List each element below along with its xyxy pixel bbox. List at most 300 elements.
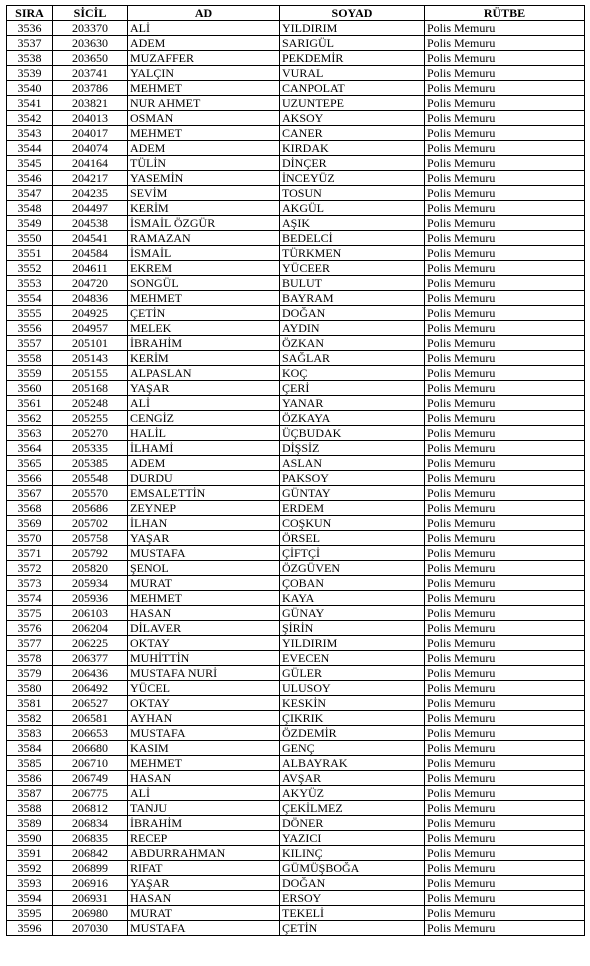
- cell-sira: 3586: [7, 771, 53, 786]
- cell-ad: SEVİM: [128, 186, 280, 201]
- cell-soyad: DİNÇER: [280, 156, 425, 171]
- cell-sira: 3556: [7, 321, 53, 336]
- cell-soyad: COŞKUN: [280, 516, 425, 531]
- cell-soyad: DOĞAN: [280, 306, 425, 321]
- cell-ad: MEHMET: [128, 126, 280, 141]
- cell-sicil: 206835: [53, 831, 128, 846]
- cell-soyad: AKYÜZ: [280, 786, 425, 801]
- cell-sicil: 205168: [53, 381, 128, 396]
- table-row: [7, 576, 585, 591]
- cell-sira: 3574: [7, 591, 53, 606]
- cell-ad: MUZAFFER: [128, 51, 280, 66]
- cell-rutbe: Polis Memuru: [425, 531, 585, 546]
- cell-sira: 3560: [7, 381, 53, 396]
- cell-ad: MEHMET: [128, 756, 280, 771]
- cell-soyad: ÇİFTÇİ: [280, 546, 425, 561]
- cell-sira: 3589: [7, 816, 53, 831]
- cell-ad: MEHMET: [128, 81, 280, 96]
- cell-sira: 3573: [7, 576, 53, 591]
- cell-ad: İLHAMİ: [128, 441, 280, 456]
- cell-rutbe: Polis Memuru: [425, 711, 585, 726]
- cell-rutbe: Polis Memuru: [425, 276, 585, 291]
- cell-sira: 3568: [7, 501, 53, 516]
- cell-soyad: ÜÇBUDAK: [280, 426, 425, 441]
- cell-sira: 3595: [7, 906, 53, 921]
- cell-sicil: 206680: [53, 741, 128, 756]
- cell-soyad: ÇETİN: [280, 921, 425, 936]
- cell-soyad: CANPOLAT: [280, 81, 425, 96]
- cell-rutbe: Polis Memuru: [425, 261, 585, 276]
- cell-sira: 3585: [7, 756, 53, 771]
- table-row: [7, 126, 585, 141]
- cell-rutbe: Polis Memuru: [425, 156, 585, 171]
- cell-soyad: KOÇ: [280, 366, 425, 381]
- table-row: [7, 891, 585, 906]
- cell-sira: 3570: [7, 531, 53, 546]
- cell-sicil: 205792: [53, 546, 128, 561]
- table-row: [7, 606, 585, 621]
- table-row: [7, 771, 585, 786]
- cell-soyad: BAYRAM: [280, 291, 425, 306]
- table-row: [7, 501, 585, 516]
- table-row: [7, 741, 585, 756]
- cell-sira: 3547: [7, 186, 53, 201]
- table-row: [7, 651, 585, 666]
- cell-rutbe: Polis Memuru: [425, 816, 585, 831]
- cell-sira: 3565: [7, 456, 53, 471]
- cell-sicil: 206916: [53, 876, 128, 891]
- cell-ad: YALÇIN: [128, 66, 280, 81]
- cell-sira: 3594: [7, 891, 53, 906]
- cell-soyad: KILINÇ: [280, 846, 425, 861]
- cell-rutbe: Polis Memuru: [425, 81, 585, 96]
- cell-sicil: 206749: [53, 771, 128, 786]
- cell-sicil: 204611: [53, 261, 128, 276]
- cell-soyad: ASLAN: [280, 456, 425, 471]
- cell-sicil: 203630: [53, 36, 128, 51]
- cell-ad: MUSTAFA: [128, 546, 280, 561]
- cell-rutbe: Polis Memuru: [425, 666, 585, 681]
- cell-sira: 3544: [7, 141, 53, 156]
- table-row: [7, 516, 585, 531]
- table-row: [7, 441, 585, 456]
- cell-rutbe: Polis Memuru: [425, 456, 585, 471]
- cell-sira: 3541: [7, 96, 53, 111]
- cell-rutbe: Polis Memuru: [425, 606, 585, 621]
- cell-soyad: DİŞSİZ: [280, 441, 425, 456]
- cell-rutbe: Polis Memuru: [425, 831, 585, 846]
- cell-soyad: KIRDAK: [280, 141, 425, 156]
- cell-ad: KASIM: [128, 741, 280, 756]
- cell-sicil: 205820: [53, 561, 128, 576]
- cell-soyad: YÜCEER: [280, 261, 425, 276]
- cell-sira: 3575: [7, 606, 53, 621]
- cell-soyad: ALBAYRAK: [280, 756, 425, 771]
- cell-ad: MEHMET: [128, 591, 280, 606]
- cell-sira: 3587: [7, 786, 53, 801]
- cell-ad: TÜLİN: [128, 156, 280, 171]
- cell-rutbe: Polis Memuru: [425, 876, 585, 891]
- header-sicil: SİCİL: [53, 6, 128, 21]
- cell-rutbe: Polis Memuru: [425, 51, 585, 66]
- cell-sira: 3549: [7, 216, 53, 231]
- table-row: [7, 366, 585, 381]
- cell-soyad: GENÇ: [280, 741, 425, 756]
- cell-rutbe: Polis Memuru: [425, 291, 585, 306]
- cell-ad: MUSTAFA: [128, 921, 280, 936]
- cell-rutbe: Polis Memuru: [425, 591, 585, 606]
- table-row: [7, 816, 585, 831]
- table-row: [7, 906, 585, 921]
- cell-rutbe: Polis Memuru: [425, 801, 585, 816]
- cell-rutbe: Polis Memuru: [425, 201, 585, 216]
- cell-soyad: TEKELİ: [280, 906, 425, 921]
- cell-sira: 3588: [7, 801, 53, 816]
- cell-soyad: SAĞLAR: [280, 351, 425, 366]
- cell-sira: 3557: [7, 336, 53, 351]
- cell-soyad: GÜMÜŞBOĞA: [280, 861, 425, 876]
- cell-soyad: SARIGÜL: [280, 36, 425, 51]
- cell-rutbe: Polis Memuru: [425, 426, 585, 441]
- cell-sicil: 205548: [53, 471, 128, 486]
- cell-ad: YASEMİN: [128, 171, 280, 186]
- cell-soyad: İNCEYÜZ: [280, 171, 425, 186]
- cell-sira: 3553: [7, 276, 53, 291]
- table-row: [7, 231, 585, 246]
- cell-ad: ADEM: [128, 141, 280, 156]
- cell-rutbe: Polis Memuru: [425, 546, 585, 561]
- table-row: [7, 756, 585, 771]
- cell-sira: 3552: [7, 261, 53, 276]
- cell-rutbe: Polis Memuru: [425, 696, 585, 711]
- cell-sicil: 206834: [53, 816, 128, 831]
- header-sira: SIRA: [7, 6, 53, 21]
- table-row: [7, 96, 585, 111]
- table-row: [7, 681, 585, 696]
- cell-soyad: ÇIKRIK: [280, 711, 425, 726]
- cell-rutbe: Polis Memuru: [425, 36, 585, 51]
- cell-soyad: AVŞAR: [280, 771, 425, 786]
- cell-sira: 3562: [7, 411, 53, 426]
- cell-soyad: AYDIN: [280, 321, 425, 336]
- cell-rutbe: Polis Memuru: [425, 306, 585, 321]
- cell-rutbe: Polis Memuru: [425, 861, 585, 876]
- cell-rutbe: Polis Memuru: [425, 411, 585, 426]
- cell-ad: MUSTAFA NURİ: [128, 666, 280, 681]
- cell-rutbe: Polis Memuru: [425, 21, 585, 36]
- cell-ad: HASAN: [128, 891, 280, 906]
- header-soyad: SOYAD: [280, 6, 425, 21]
- cell-soyad: ÇOBAN: [280, 576, 425, 591]
- cell-soyad: DÖNER: [280, 816, 425, 831]
- cell-soyad: KAYA: [280, 591, 425, 606]
- cell-soyad: GÜNAY: [280, 606, 425, 621]
- cell-soyad: ÇEKİLMEZ: [280, 801, 425, 816]
- cell-sicil: 205270: [53, 426, 128, 441]
- cell-soyad: EVECEN: [280, 651, 425, 666]
- cell-ad: HASAN: [128, 771, 280, 786]
- cell-sira: 3567: [7, 486, 53, 501]
- cell-sira: 3545: [7, 156, 53, 171]
- table-row: [7, 846, 585, 861]
- cell-soyad: PAKSOY: [280, 471, 425, 486]
- cell-sicil: 203821: [53, 96, 128, 111]
- cell-ad: ŞENOL: [128, 561, 280, 576]
- cell-ad: YAŞAR: [128, 381, 280, 396]
- cell-rutbe: Polis Memuru: [425, 486, 585, 501]
- cell-ad: KERİM: [128, 351, 280, 366]
- cell-sira: 3580: [7, 681, 53, 696]
- cell-rutbe: Polis Memuru: [425, 111, 585, 126]
- cell-sira: 3576: [7, 621, 53, 636]
- cell-sicil: 204584: [53, 246, 128, 261]
- cell-sira: 3559: [7, 366, 53, 381]
- table-row: [7, 171, 585, 186]
- cell-ad: AYHAN: [128, 711, 280, 726]
- cell-sicil: 206710: [53, 756, 128, 771]
- cell-ad: NUR AHMET: [128, 96, 280, 111]
- table-row: [7, 51, 585, 66]
- cell-sicil: 203741: [53, 66, 128, 81]
- cell-ad: CENGİZ: [128, 411, 280, 426]
- cell-sicil: 204235: [53, 186, 128, 201]
- cell-rutbe: Polis Memuru: [425, 66, 585, 81]
- cell-rutbe: Polis Memuru: [425, 501, 585, 516]
- cell-sira: 3546: [7, 171, 53, 186]
- cell-sicil: 204013: [53, 111, 128, 126]
- cell-rutbe: Polis Memuru: [425, 741, 585, 756]
- cell-sira: 3590: [7, 831, 53, 846]
- cell-sira: 3558: [7, 351, 53, 366]
- cell-ad: OKTAY: [128, 636, 280, 651]
- cell-ad: OKTAY: [128, 696, 280, 711]
- cell-soyad: CANER: [280, 126, 425, 141]
- table-row: [7, 261, 585, 276]
- cell-sicil: 206527: [53, 696, 128, 711]
- personnel-table: [6, 5, 585, 936]
- cell-rutbe: Polis Memuru: [425, 771, 585, 786]
- cell-ad: MURAT: [128, 906, 280, 921]
- cell-soyad: GÜLER: [280, 666, 425, 681]
- table-row: [7, 336, 585, 351]
- cell-sira: 3566: [7, 471, 53, 486]
- cell-sira: 3554: [7, 291, 53, 306]
- table-row: [7, 546, 585, 561]
- personnel-list-document: [6, 5, 584, 936]
- table-row: [7, 831, 585, 846]
- table-row: [7, 591, 585, 606]
- header-rutbe: RÜTBE: [425, 6, 585, 21]
- table-row: [7, 411, 585, 426]
- table-body: [7, 21, 585, 936]
- cell-sicil: 205335: [53, 441, 128, 456]
- table-row: [7, 711, 585, 726]
- cell-sira: 3583: [7, 726, 53, 741]
- table-row: [7, 786, 585, 801]
- cell-ad: ALPASLAN: [128, 366, 280, 381]
- cell-sira: 3577: [7, 636, 53, 651]
- cell-sira: 3596: [7, 921, 53, 936]
- cell-rutbe: Polis Memuru: [425, 651, 585, 666]
- cell-sira: 3581: [7, 696, 53, 711]
- cell-sicil: 204541: [53, 231, 128, 246]
- table-row: [7, 426, 585, 441]
- cell-ad: OSMAN: [128, 111, 280, 126]
- cell-soyad: VURAL: [280, 66, 425, 81]
- table-row: [7, 351, 585, 366]
- cell-sicil: 203370: [53, 21, 128, 36]
- cell-sira: 3539: [7, 66, 53, 81]
- table-row: [7, 111, 585, 126]
- cell-sicil: 206775: [53, 786, 128, 801]
- cell-sicil: 206899: [53, 861, 128, 876]
- cell-soyad: ÖZDEMİR: [280, 726, 425, 741]
- cell-sira: 3572: [7, 561, 53, 576]
- table-row: [7, 396, 585, 411]
- cell-rutbe: Polis Memuru: [425, 396, 585, 411]
- cell-rutbe: Polis Memuru: [425, 726, 585, 741]
- cell-rutbe: Polis Memuru: [425, 321, 585, 336]
- table-row: [7, 531, 585, 546]
- cell-ad: TANJU: [128, 801, 280, 816]
- cell-rutbe: Polis Memuru: [425, 231, 585, 246]
- cell-sicil: 206653: [53, 726, 128, 741]
- header-ad: AD: [128, 6, 280, 21]
- cell-sicil: 206931: [53, 891, 128, 906]
- cell-sicil: 204957: [53, 321, 128, 336]
- cell-sicil: 204164: [53, 156, 128, 171]
- cell-rutbe: Polis Memuru: [425, 381, 585, 396]
- table-row: [7, 801, 585, 816]
- cell-sicil: 205248: [53, 396, 128, 411]
- cell-rutbe: Polis Memuru: [425, 336, 585, 351]
- cell-ad: HASAN: [128, 606, 280, 621]
- cell-soyad: ÖZKAN: [280, 336, 425, 351]
- cell-ad: EMSALETTİN: [128, 486, 280, 501]
- cell-sicil: 206492: [53, 681, 128, 696]
- cell-sira: 3591: [7, 846, 53, 861]
- table-row: [7, 381, 585, 396]
- cell-rutbe: Polis Memuru: [425, 141, 585, 156]
- cell-rutbe: Polis Memuru: [425, 786, 585, 801]
- cell-soyad: BULUT: [280, 276, 425, 291]
- cell-rutbe: Polis Memuru: [425, 186, 585, 201]
- table-row: [7, 81, 585, 96]
- cell-soyad: ŞİRİN: [280, 621, 425, 636]
- cell-ad: RIFAT: [128, 861, 280, 876]
- cell-sira: 3538: [7, 51, 53, 66]
- cell-soyad: ÖZGÜVEN: [280, 561, 425, 576]
- cell-soyad: YILDIRIM: [280, 636, 425, 651]
- cell-ad: DURDU: [128, 471, 280, 486]
- cell-ad: HALİL: [128, 426, 280, 441]
- cell-rutbe: Polis Memuru: [425, 891, 585, 906]
- table-row: [7, 621, 585, 636]
- cell-ad: İSMAİL: [128, 246, 280, 261]
- table-row: [7, 456, 585, 471]
- cell-ad: İLHAN: [128, 516, 280, 531]
- cell-sicil: 205385: [53, 456, 128, 471]
- cell-sira: 3548: [7, 201, 53, 216]
- cell-ad: ADEM: [128, 36, 280, 51]
- table-row: [7, 66, 585, 81]
- table-row: [7, 246, 585, 261]
- cell-sicil: 203650: [53, 51, 128, 66]
- cell-sira: 3592: [7, 861, 53, 876]
- cell-soyad: YILDIRIM: [280, 21, 425, 36]
- cell-sicil: 204217: [53, 171, 128, 186]
- cell-rutbe: Polis Memuru: [425, 576, 585, 591]
- cell-soyad: KESKİN: [280, 696, 425, 711]
- cell-soyad: ÖRSEL: [280, 531, 425, 546]
- cell-ad: YAŞAR: [128, 531, 280, 546]
- cell-sira: 3536: [7, 21, 53, 36]
- cell-ad: ZEYNEP: [128, 501, 280, 516]
- table-row: [7, 696, 585, 711]
- cell-sira: 3582: [7, 711, 53, 726]
- cell-soyad: TOSUN: [280, 186, 425, 201]
- cell-soyad: TÜRKMEN: [280, 246, 425, 261]
- cell-sira: 3579: [7, 666, 53, 681]
- cell-ad: ADEM: [128, 456, 280, 471]
- cell-rutbe: Polis Memuru: [425, 441, 585, 456]
- cell-ad: YÜCEL: [128, 681, 280, 696]
- table-row: [7, 291, 585, 306]
- table-row: [7, 726, 585, 741]
- table-row: [7, 636, 585, 651]
- cell-soyad: ÖZKAYA: [280, 411, 425, 426]
- cell-sira: 3561: [7, 396, 53, 411]
- cell-sicil: 204497: [53, 201, 128, 216]
- cell-sicil: 206225: [53, 636, 128, 651]
- cell-rutbe: Polis Memuru: [425, 756, 585, 771]
- cell-sira: 3578: [7, 651, 53, 666]
- cell-sira: 3569: [7, 516, 53, 531]
- cell-rutbe: Polis Memuru: [425, 216, 585, 231]
- table-row: [7, 561, 585, 576]
- cell-ad: KERİM: [128, 201, 280, 216]
- cell-ad: YAŞAR: [128, 876, 280, 891]
- cell-ad: RAMAZAN: [128, 231, 280, 246]
- cell-soyad: DOĞAN: [280, 876, 425, 891]
- cell-sira: 3543: [7, 126, 53, 141]
- cell-ad: İBRAHİM: [128, 816, 280, 831]
- table-row: [7, 201, 585, 216]
- cell-sira: 3584: [7, 741, 53, 756]
- cell-sicil: 206581: [53, 711, 128, 726]
- cell-rutbe: Polis Memuru: [425, 366, 585, 381]
- cell-ad: ALİ: [128, 21, 280, 36]
- table-row: [7, 321, 585, 336]
- cell-rutbe: Polis Memuru: [425, 636, 585, 651]
- cell-sira: 3555: [7, 306, 53, 321]
- cell-soyad: AŞIK: [280, 216, 425, 231]
- cell-ad: ALİ: [128, 786, 280, 801]
- cell-sicil: 205758: [53, 531, 128, 546]
- table-row: [7, 471, 585, 486]
- cell-rutbe: Polis Memuru: [425, 906, 585, 921]
- cell-sicil: 204538: [53, 216, 128, 231]
- cell-sira: 3551: [7, 246, 53, 261]
- cell-sicil: 206436: [53, 666, 128, 681]
- cell-rutbe: Polis Memuru: [425, 246, 585, 261]
- cell-sira: 3537: [7, 36, 53, 51]
- cell-soyad: YANAR: [280, 396, 425, 411]
- cell-soyad: YAZICI: [280, 831, 425, 846]
- cell-soyad: UZUNTEPE: [280, 96, 425, 111]
- cell-rutbe: Polis Memuru: [425, 171, 585, 186]
- cell-ad: ABDURRAHMAN: [128, 846, 280, 861]
